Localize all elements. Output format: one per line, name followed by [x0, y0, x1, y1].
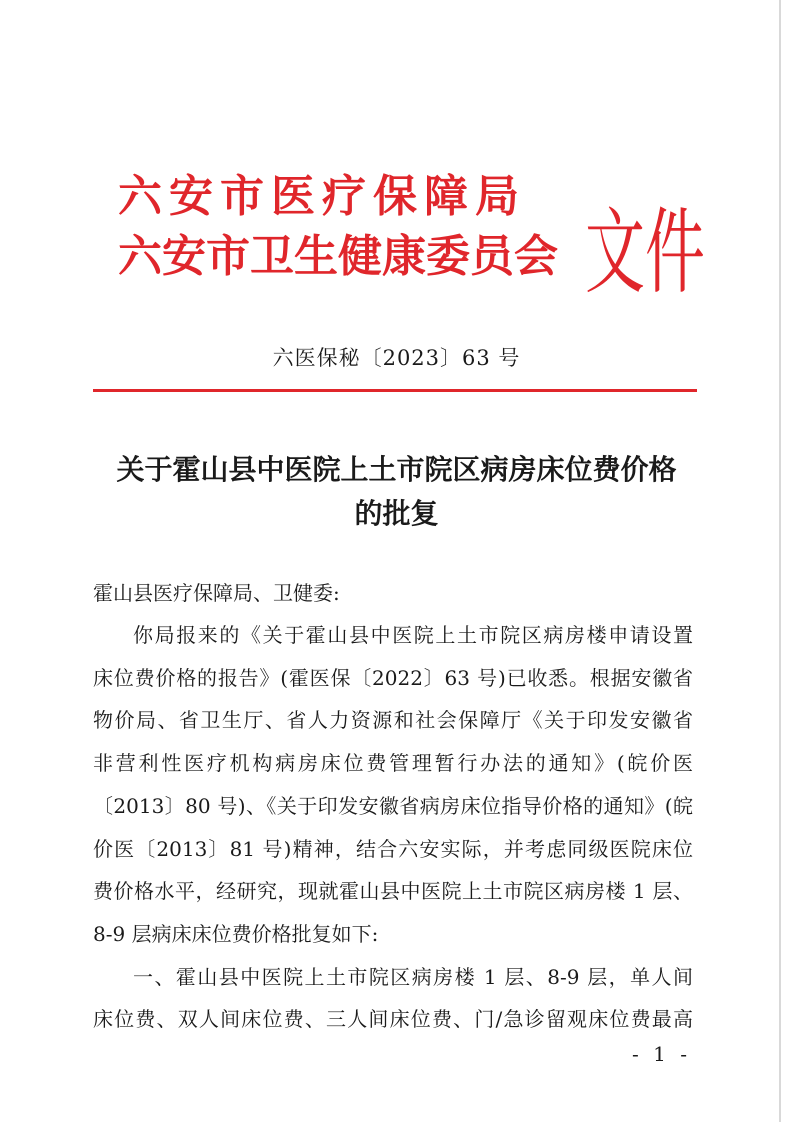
document-title: [0, 448, 793, 536]
body-paragraph-line: 一、霍山县中医院上土市院区病房楼 1 层、8-9 层，单人间: [133, 965, 693, 989]
body-paragraph-line: 8-9 层病床床位费价格批复如下:: [93, 922, 379, 946]
page-number: - 1 -: [632, 1042, 691, 1066]
body-paragraph-line: 价医〔2013〕81 号)精神，结合六安实际，并考虑同级医院床位: [93, 837, 693, 861]
body-paragraph-line: 床位费价格的报告》(霍医保〔2022〕63 号)已收悉。根据安徽省: [93, 666, 693, 690]
title-line: 关于霍山县中医院上土市院区病房床位费价格: [116, 453, 677, 486]
body-paragraph-line: 费价格水平，经研究，现就霍山县中医院上土市院区病房楼 1 层、: [93, 879, 693, 903]
body-paragraph-line: 〔2013〕80 号)、《关于印发安徽省病房床位指导价格的通知》(皖: [93, 794, 693, 818]
body-paragraph-line: 你局报来的《关于霍山县中医院上土市院区病房楼申请设置: [133, 623, 693, 647]
body-paragraph-line: 物价局、省卫生厅、省人力资源和社会保障厅《关于印发安徽省: [93, 708, 693, 732]
page-edge: [779, 0, 781, 1122]
document-number: 六医保秘〔2023〕63 号: [272, 346, 521, 370]
title-line: 的批复: [354, 497, 439, 530]
issuer-name-medical-security: 六安市医疗保障局: [118, 171, 526, 222]
red-divider: [93, 389, 697, 392]
addressee: 霍山县医疗保障局、卫健委:: [93, 581, 340, 605]
document-header: [118, 170, 705, 308]
doc-type-label: 文件: [585, 199, 705, 308]
body-paragraph-line: 床位费、双人间床位费、三人间床位费、门/急诊留观床位费最高: [93, 1007, 693, 1031]
body-paragraph-line: 非营利性医疗机构病房床位费管理暂行办法的通知》(皖价医: [93, 751, 693, 775]
issuer-name-health-commission: 六安市卫生健康委员会: [118, 231, 558, 282]
